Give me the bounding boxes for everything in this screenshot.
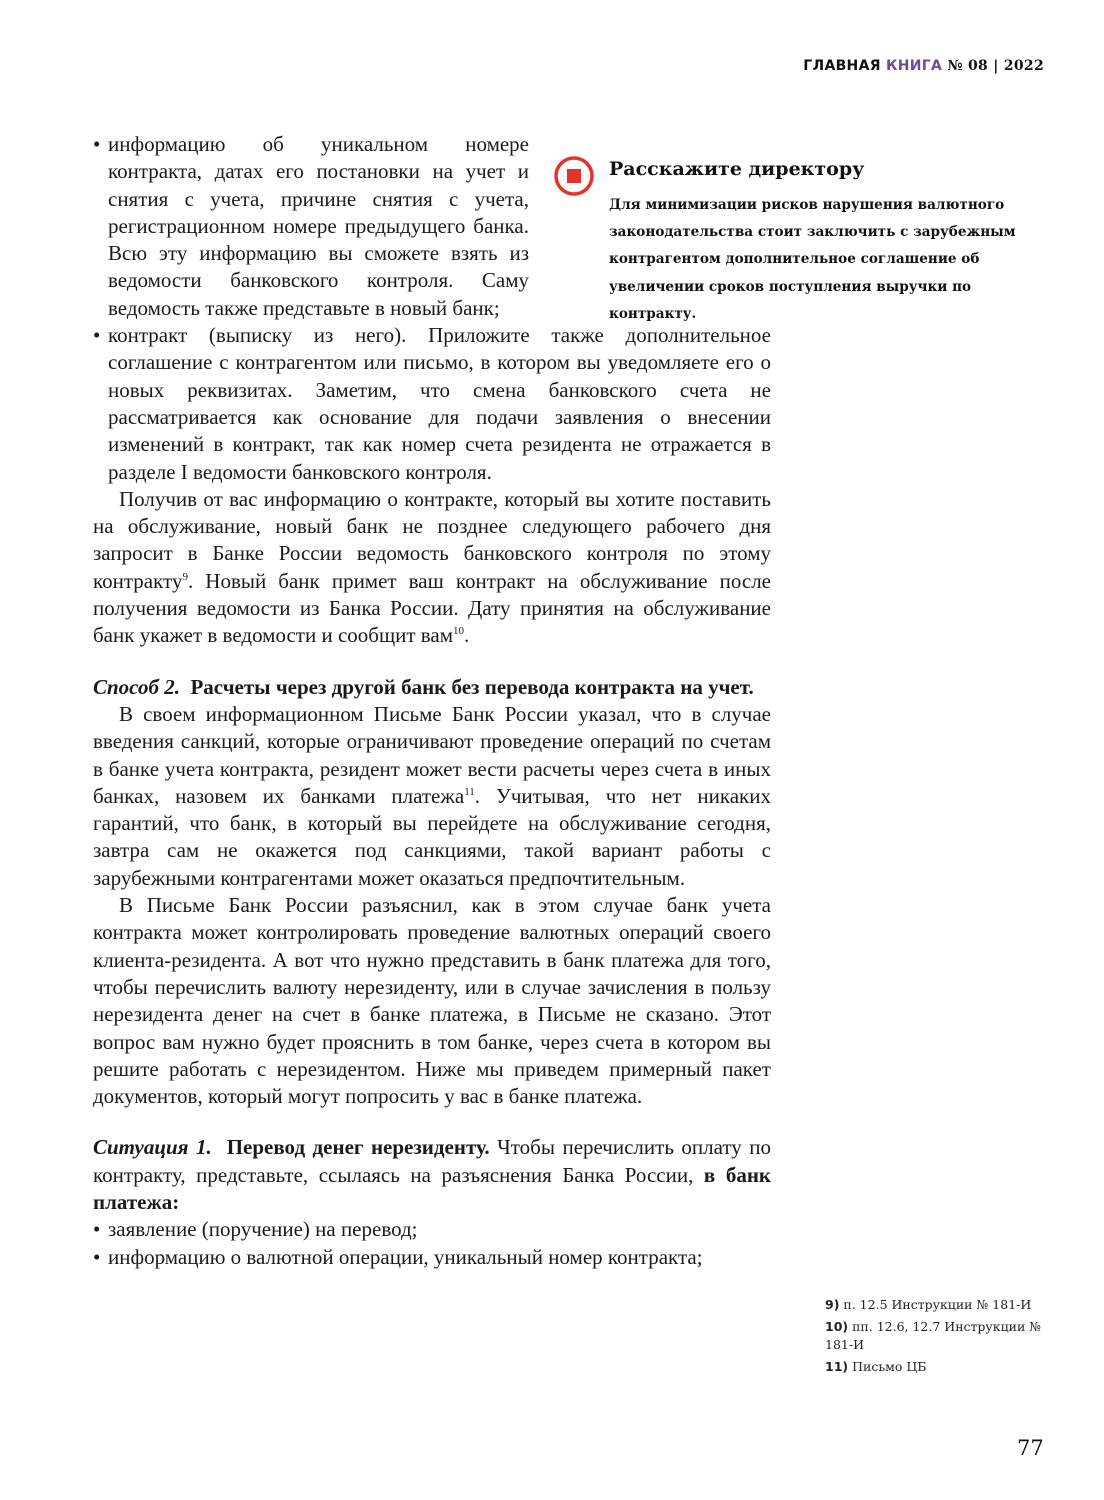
footnote: 11) Письмо ЦБ xyxy=(825,1359,927,1374)
section-label: Способ 2. xyxy=(93,674,180,699)
callout-body: Для минимизации рисков нарушения валютного законодательства стоит заключить с зарубежным контрагентом дополнительное соглашение об увеличении сроков поступления выручки по контракту. xyxy=(609,197,1016,322)
brand-name-part1: ГЛАВНАЯ xyxy=(803,58,881,74)
article-body xyxy=(93,131,771,1271)
footnote-ref: 11 xyxy=(464,785,475,798)
list-item: • информацию о валютной операции, уникальный номер контракта; xyxy=(93,1244,771,1271)
issue-number: № 08 | 2022 xyxy=(947,58,1044,74)
paragraph: Получив от вас информацию о контракте, который вы хотите поставить на обслуживание, новый банк не позднее следующего рабочего дня запросит в Банке России ведомость банковского контроля по этому контракту$^9$. Новый банк примет ваш контракт на обслуживание после получения ведомости из Банка России. Дату принятия на обслуживание банк укажет в ведомости и сообщит вам$^{10}$. xyxy=(93,486,771,648)
paragraph: В своем информационном Письме Банк России указал, что в случае введения санкций, которые ограничивают проведение операций по счетам в банке учета контракта, резидент может вести расчеты через счета в иных банках, назовем их банками платежа$^{11}$. Учитывая, что нет никаких гарантий, что банк, в который вы перейдете на обслуживание сегодня, завтра сам не окажется под санкциями, такой вариант работы с зарубежными контрагентами может оказаться предпочтительным. xyxy=(93,701,771,890)
section-heading xyxy=(93,674,771,701)
footnote-ref: 10 xyxy=(453,625,465,638)
footnote: 10) пп. 12.6, 12.7 Инструкции № 181-И xyxy=(825,1319,1042,1352)
footnote: 9) п. 12.5 Инструкции № 181-И xyxy=(825,1297,1032,1312)
situation-paragraph: Ситуация 1. Перевод денег нерезиденту. Чтобы перечислить оплату по контракту, представьте, ссылаясь на разъяснения Банка России, в банк платежа: xyxy=(93,1135,772,1214)
brand-name-part2: КНИГА xyxy=(885,58,943,74)
list-item: • контракт (выписку из него). Приложите также дополнительное соглашение с контрагентом или письмо, в котором вы уведомляете его о новых реквизитах. Заметим, что смена банковского счета не рассматривается как основание для подачи заявления о внесении изменений в контракт, так как номер счета резидента не отражается в разделе I ведомости банковского контроля. xyxy=(93,322,771,486)
list-item: • заявление (поручение) на перевод; xyxy=(93,1216,771,1243)
footnotes xyxy=(825,1296,1050,1380)
section-title: Расчеты через другой банк без перевода контракта на учет. xyxy=(190,674,754,699)
page-number: 77 xyxy=(1017,1436,1044,1460)
magazine-header xyxy=(803,58,1044,74)
footnote-ref: 9 xyxy=(182,570,188,583)
situation-title: Перевод денег нерезиденту. xyxy=(226,1135,490,1160)
list-item: • информацию об уникальном номере контракта, датах его постановки на учет и снятия с учета, причине снятия с учета, регистрационном номере предыдущего банка. Всю эту информацию вы сможете взять из ведомости банковского контроля. Саму ведомость также представьте в новый банк; xyxy=(93,131,529,322)
situation-label: Ситуация 1. xyxy=(93,1135,212,1160)
callout-title: Расскажите директору xyxy=(609,158,865,180)
paragraph: В Письме Банк России разъяснил, как в этом случае банк учета контракта может контролировать проведение валютных операций своего клиента-резидента. А вот что нужно представить в банк платежа для того, чтобы перечислить валюту нерезиденту, или в случае зачисления в пользу нерезидента денег на счет в банке платежа, в Письме не сказано. Этот вопрос вам нужно будет прояснить в том банке, через счета в котором вы решите работать с нерезидентом. Ниже мы приведем примерный пакет документов, который могут попросить у вас в банке платежа. xyxy=(93,893,771,1109)
